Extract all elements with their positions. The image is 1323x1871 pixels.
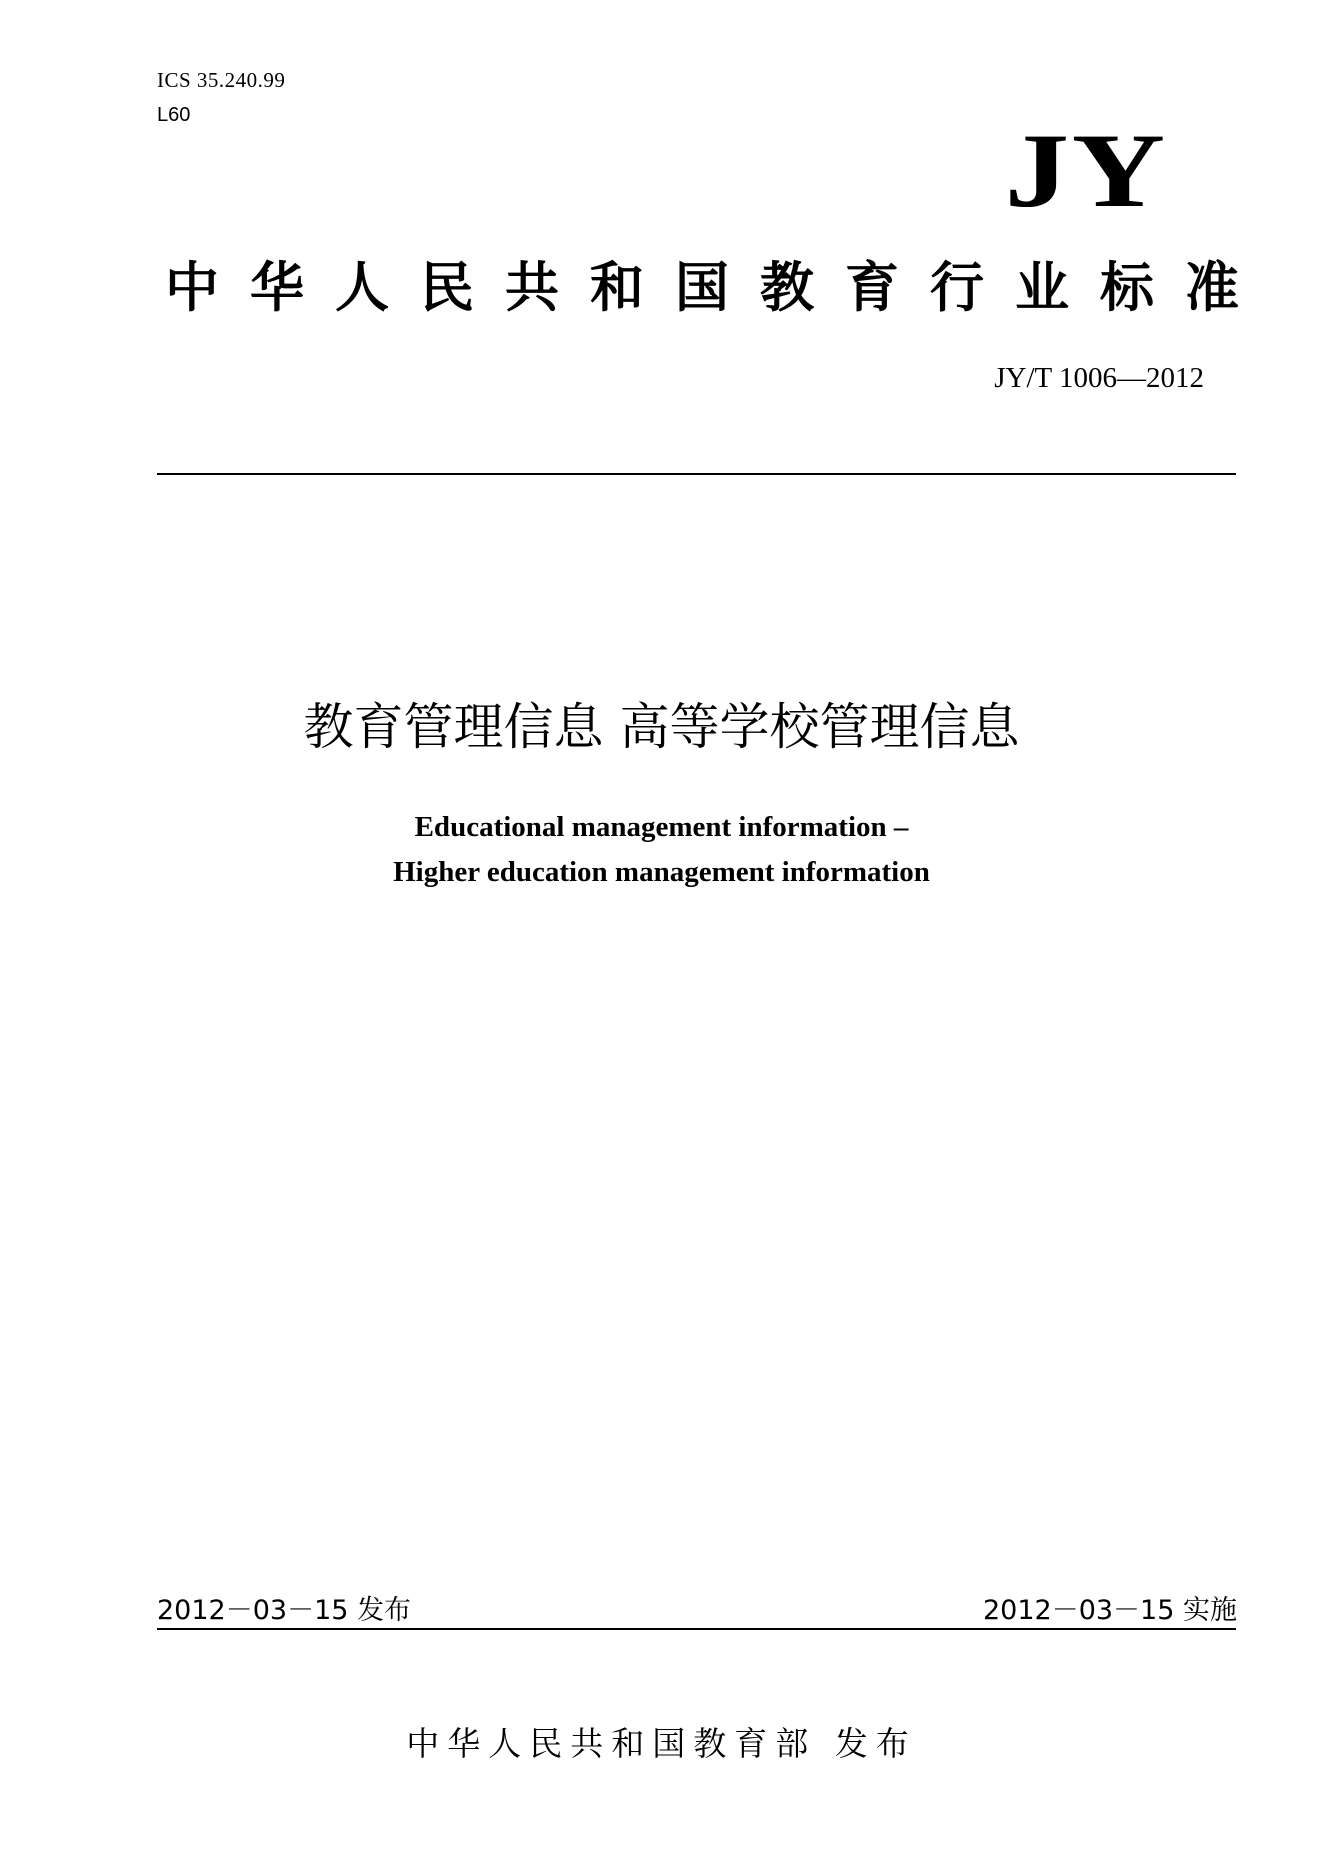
top-divider <box>157 473 1236 475</box>
org-title-char: 业 <box>1015 256 1069 319</box>
issue-date: 2012－03－15 发布 <box>157 1595 412 1626</box>
ccs-code: L60 <box>157 104 191 126</box>
org-title-char: 国 <box>675 256 729 319</box>
document-title-en-line2: Higher education management information <box>393 856 930 888</box>
org-title-char: 人 <box>335 256 389 319</box>
org-title-char: 华 <box>250 256 304 319</box>
org-title-char: 标 <box>1100 256 1154 319</box>
org-title-char: 行 <box>930 256 984 319</box>
org-title-char: 中 <box>165 256 219 319</box>
org-title-char: 和 <box>590 256 644 319</box>
ics-code: ICS 35.240.99 <box>157 68 286 92</box>
document-title-cn: 教育管理信息 高等学校管理信息 <box>303 698 1020 756</box>
standard-number: JY/T 1006—2012 <box>994 362 1204 394</box>
standard-category-title <box>165 258 1239 318</box>
jy-logo: JY <box>1005 112 1168 229</box>
issuing-authority: 中华人民共和国教育部 发布 <box>406 1724 917 1763</box>
org-title-char: 共 <box>505 256 559 319</box>
bottom-divider <box>157 1628 1236 1630</box>
org-title-char: 民 <box>420 256 474 319</box>
org-title-char: 育 <box>845 256 899 319</box>
implementation-date: 2012－03－15 实施 <box>982 1595 1237 1626</box>
org-title-char: 准 <box>1185 256 1239 319</box>
document-title-en-line1: Educational management information – <box>414 811 909 843</box>
org-title-char: 教 <box>760 256 814 319</box>
